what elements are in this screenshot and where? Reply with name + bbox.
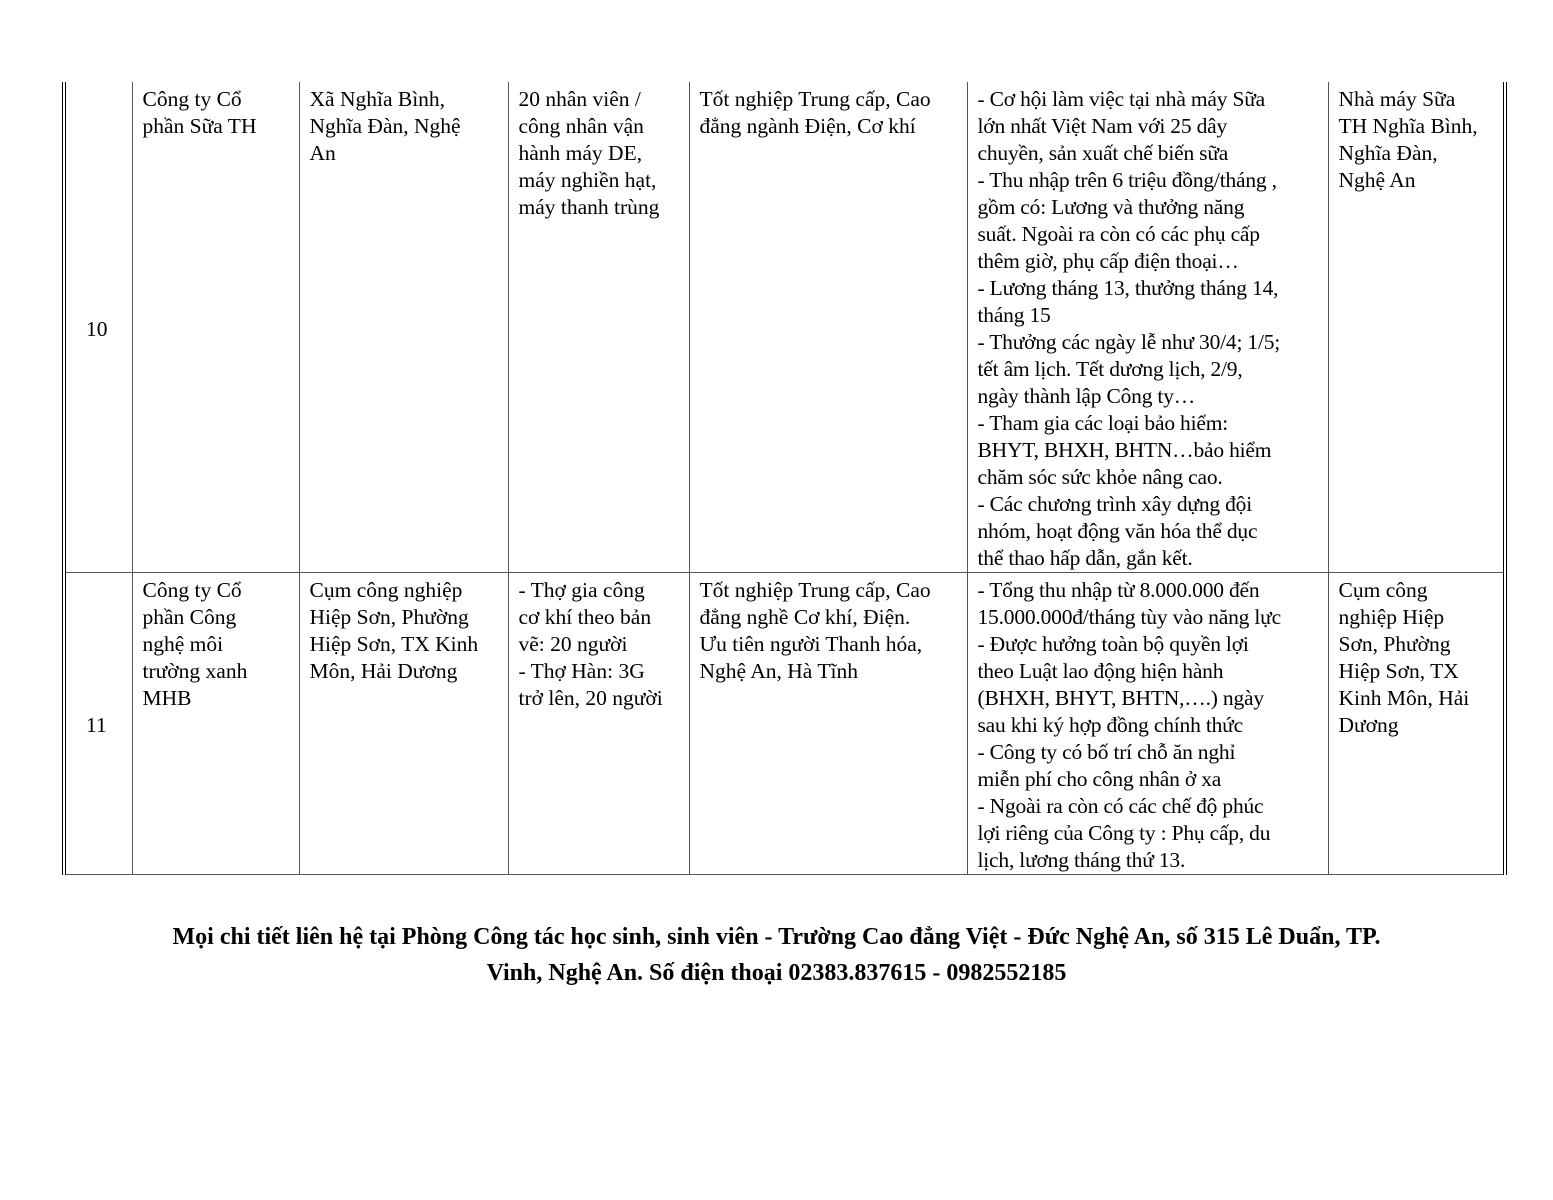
- row-number-cell: 11: [66, 573, 132, 875]
- table-row: [66, 82, 1503, 573]
- benefits-line: BHYT, BHXH, BHTN…bảo hiểm: [977, 438, 1272, 462]
- company-line: Công ty Cổ: [142, 578, 242, 602]
- company-line: MHB: [142, 686, 192, 710]
- address-line: Hiệp Sơn, TX Kinh: [309, 632, 479, 656]
- benefits-line: - Cơ hội làm việc tại nhà máy Sữa: [977, 87, 1265, 111]
- workplace-line: Cụm công: [1338, 578, 1428, 602]
- position-cell: [508, 573, 689, 875]
- position-line: công nhân vận: [518, 114, 644, 138]
- row-number-cell: 10: [66, 82, 132, 573]
- benefits-line: - Được hưởng toàn bộ quyền lợi: [977, 632, 1249, 656]
- requirement-cell: [689, 82, 967, 573]
- position-line: - Thợ Hàn: 3G: [518, 659, 645, 683]
- address-line: Nghĩa Đàn, Nghệ: [309, 114, 461, 138]
- benefits-cell: [967, 573, 1328, 875]
- benefits-line: - Lương tháng 13, thưởng tháng 14,: [977, 276, 1279, 300]
- company-line: trường xanh: [142, 659, 248, 683]
- company-line: nghệ môi: [142, 632, 224, 656]
- benefits-line: thể thao hấp dẫn, gắn kết.: [977, 546, 1193, 570]
- table-row: [66, 573, 1503, 875]
- address-cell: [299, 573, 508, 875]
- benefits-line: chăm sóc sức khỏe nâng cao.: [977, 465, 1223, 489]
- table-body: [66, 82, 1503, 875]
- benefits-line: - Tổng thu nhập từ 8.000.000 đến: [977, 578, 1260, 602]
- benefits-line: lớn nhất Việt Nam với 25 dây: [977, 114, 1228, 138]
- benefits-line: - Các chương trình xây dựng đội: [977, 492, 1252, 516]
- benefits-line: gồm có: Lương và thưởng năng: [977, 195, 1245, 219]
- position-line: vẽ: 20 người: [518, 632, 628, 656]
- workplace-line: Hiệp Sơn, TX: [1338, 659, 1459, 683]
- workplace-line: Nghệ An: [1338, 168, 1416, 192]
- address-line: Môn, Hải Dương: [309, 659, 458, 683]
- company-line: phần Công: [142, 605, 237, 629]
- position-line: - Thợ gia công: [518, 578, 645, 602]
- benefits-line: - Thưởng các ngày lễ như 30/4; 1/5;: [977, 330, 1281, 354]
- requirement-line: Tốt nghiệp Trung cấp, Cao: [699, 87, 931, 111]
- workplace-line: Sơn, Phường: [1338, 632, 1451, 656]
- address-line: Cụm công nghiệp: [309, 578, 463, 602]
- address-line: Hiệp Sơn, Phường: [309, 605, 469, 629]
- workplace-line: TH Nghĩa Bình,: [1338, 114, 1478, 138]
- workplace-line: Nghĩa Đàn,: [1338, 141, 1438, 165]
- contact-footer: [0, 919, 1553, 991]
- benefits-line: tháng 15: [977, 303, 1051, 327]
- address-cell: [299, 82, 508, 573]
- requirement-line: đẳng nghề Cơ khí, Điện.: [699, 605, 911, 629]
- benefits-line: chuyền, sản xuất chế biến sữa: [977, 141, 1229, 165]
- workplace-cell: [1328, 82, 1503, 573]
- benefits-line: 15.000.000đ/tháng tùy vào năng lực: [977, 605, 1281, 629]
- benefits-line: lợi riêng của Công ty : Phụ cấp, du: [977, 821, 1271, 845]
- benefits-line: miễn phí cho công nhân ở xa: [977, 767, 1222, 791]
- company-cell: [132, 573, 299, 875]
- benefits-line: suất. Ngoài ra còn có các phụ cấp: [977, 222, 1260, 246]
- benefits-line: thêm giờ, phụ cấp điện thoại…: [977, 249, 1239, 273]
- benefits-line: - Thu nhập trên 6 triệu đồng/tháng ,: [977, 168, 1277, 192]
- benefits-line: ngày thành lập Công ty…: [977, 384, 1196, 408]
- benefits-line: - Tham gia các loại bảo hiểm:: [977, 411, 1229, 435]
- requirement-line: Nghệ An, Hà Tĩnh: [699, 659, 858, 683]
- company-line: phần Sữa TH: [142, 114, 257, 138]
- benefits-line: sau khi ký hợp đồng chính thức: [977, 713, 1243, 737]
- workplace-line: nghiệp Hiệp: [1338, 605, 1445, 629]
- benefits-line: - Công ty có bố trí chỗ ăn nghỉ: [977, 740, 1236, 764]
- contact-line-2: Vinh, Nghệ An. Số điện thoại 02383.837615 - 0982552185: [486, 960, 1067, 986]
- benefits-line: - Ngoài ra còn có các chế độ phúc: [977, 794, 1264, 818]
- position-line: máy thanh trùng: [518, 195, 660, 219]
- workplace-line: Nhà máy Sữa: [1338, 87, 1456, 111]
- requirement-cell: [689, 573, 967, 875]
- position-line: máy nghiền hạt,: [518, 168, 657, 192]
- position-line: trở lên, 20 người: [518, 686, 663, 710]
- requirement-line: đẳng ngành Điện, Cơ khí: [699, 114, 916, 138]
- benefits-line: nhóm, hoạt động văn hóa thể dục: [977, 519, 1258, 543]
- benefits-cell: [967, 82, 1328, 573]
- position-line: 20 nhân viên /: [518, 87, 641, 111]
- contact-line-1: Mọi chi tiết liên hệ tại Phòng Công tác học sinh, sinh viên - Trường Cao đẳng Việt - Đức Nghệ An, số 315 Lê Duẩn, TP.: [172, 924, 1381, 950]
- workplace-cell: [1328, 573, 1503, 875]
- job-listing-table: [66, 82, 1503, 875]
- position-line: hành máy DE,: [518, 141, 643, 165]
- requirement-line: Tốt nghiệp Trung cấp, Cao: [699, 578, 931, 602]
- position-cell: [508, 82, 689, 573]
- benefits-line: lịch, lương tháng thứ 13.: [977, 848, 1186, 872]
- address-line: An: [309, 141, 336, 165]
- workplace-line: Dương: [1338, 713, 1399, 737]
- position-line: cơ khí theo bản: [518, 605, 652, 629]
- job-listing-table-frame: [62, 82, 1507, 875]
- benefits-line: tết âm lịch. Tết dương lịch, 2/9,: [977, 357, 1243, 381]
- requirement-line: Ưu tiên người Thanh hóa,: [699, 632, 923, 656]
- workplace-line: Kinh Môn, Hải: [1338, 686, 1470, 710]
- address-line: Xã Nghĩa Bình,: [309, 87, 446, 111]
- benefits-line: theo Luật lao động hiện hành: [977, 659, 1224, 683]
- company-cell: [132, 82, 299, 573]
- company-line: Công ty Cổ: [142, 87, 242, 111]
- benefits-line: (BHXH, BHYT, BHTN,….) ngày: [977, 686, 1264, 710]
